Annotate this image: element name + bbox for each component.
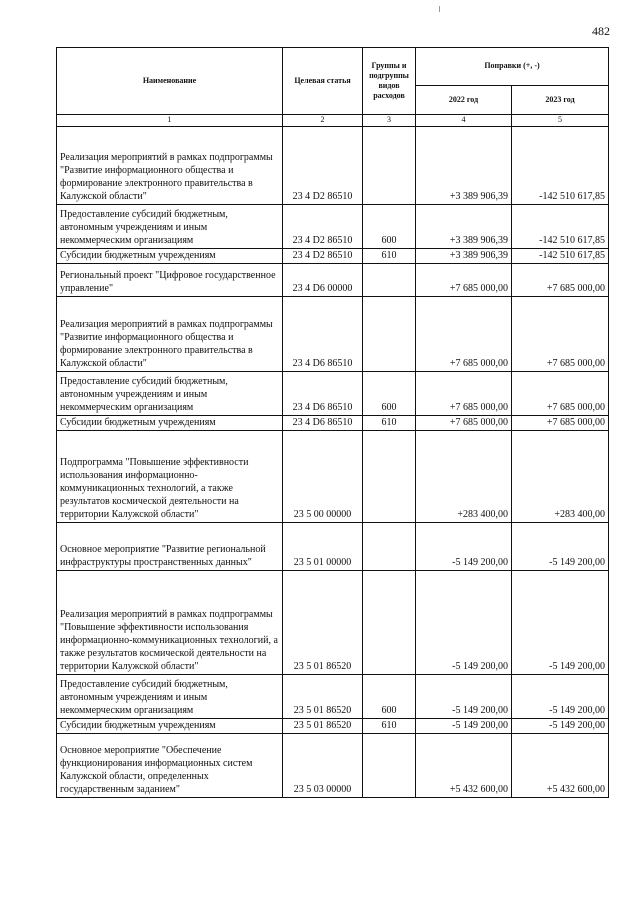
row-2023: -142 510 617,85 [512, 127, 609, 205]
table-row [57, 734, 609, 798]
budget-table [56, 47, 609, 798]
table-row [57, 523, 609, 571]
table-row [57, 431, 609, 523]
column-number: 3 [363, 115, 416, 127]
row-2022: -5 149 200,00 [416, 675, 512, 719]
row-2022: +5 432 600,00 [416, 734, 512, 798]
table-row [57, 264, 609, 297]
table-row [57, 249, 609, 264]
row-code: 23 5 01 00000 [283, 523, 363, 571]
header-amendments: Поправки (+, -) [416, 48, 609, 86]
row-group [363, 431, 416, 523]
row-2022: -5 149 200,00 [416, 719, 512, 734]
row-code: 23 5 01 86520 [283, 719, 363, 734]
row-2023: +7 685 000,00 [512, 372, 609, 416]
row-code: 23 4 D6 00000 [283, 264, 363, 297]
row-name: Основное мероприятие "Развитие региональной инфраструктуры пространственных данных" [57, 523, 283, 571]
row-name: Региональный проект "Цифровое государственное управление" [57, 264, 283, 297]
table-row [57, 127, 609, 205]
row-code: 23 4 D6 86510 [283, 372, 363, 416]
scan-mark [439, 6, 440, 12]
header-groups: Группы и подгруппы видов расходов [363, 48, 416, 115]
row-2022: -5 149 200,00 [416, 523, 512, 571]
row-code: 23 4 D2 86510 [283, 249, 363, 264]
row-2023: -142 510 617,85 [512, 205, 609, 249]
row-group: 610 [363, 249, 416, 264]
row-name: Предоставление субсидий бюджетным, автономным учреждениям и иным некоммерческим организациям [57, 205, 283, 249]
table-row [57, 675, 609, 719]
row-2022: -5 149 200,00 [416, 571, 512, 675]
row-code: 23 5 03 00000 [283, 734, 363, 798]
header-target: Целевая статья [283, 48, 363, 115]
row-2023: -5 149 200,00 [512, 675, 609, 719]
column-number: 5 [512, 115, 609, 127]
row-group: 610 [363, 719, 416, 734]
row-code: 23 4 D6 86510 [283, 416, 363, 431]
row-2022: +7 685 000,00 [416, 297, 512, 372]
row-code: 23 4 D2 86510 [283, 127, 363, 205]
header-name: Наименование [57, 48, 283, 115]
row-group: 600 [363, 675, 416, 719]
row-group [363, 734, 416, 798]
column-numbers-row [57, 115, 609, 127]
row-name: Предоставление субсидий бюджетным, автономным учреждениям и иным некоммерческим организациям [57, 675, 283, 719]
row-2022: +3 389 906,39 [416, 205, 512, 249]
table-row [57, 372, 609, 416]
row-group [363, 523, 416, 571]
row-2022: +7 685 000,00 [416, 372, 512, 416]
row-2023: -5 149 200,00 [512, 571, 609, 675]
header-year-2023: 2023 год [512, 86, 609, 115]
row-name: Реализация мероприятий в рамках подпрограммы "Развитие информационного общества и формирование электронного правительства в Калужской области" [57, 127, 283, 205]
row-2023: +7 685 000,00 [512, 264, 609, 297]
table-row [57, 719, 609, 734]
row-2022: +7 685 000,00 [416, 264, 512, 297]
row-code: 23 4 D6 86510 [283, 297, 363, 372]
row-name: Реализация мероприятий в рамках подпрограммы "Развитие информационного общества и формирование электронного правительства в Калужской области" [57, 297, 283, 372]
row-2022: +7 685 000,00 [416, 416, 512, 431]
row-name: Подпрограмма "Повышение эффективности использования информационно-коммуникационных технологий, а также результатов космической деятельности на территории Калужской области" [57, 431, 283, 523]
row-name: Субсидии бюджетным учреждениям [57, 719, 283, 734]
row-name: Субсидии бюджетным учреждениям [57, 249, 283, 264]
page-number: 482 [592, 24, 610, 38]
column-number: 1 [57, 115, 283, 127]
row-2023: -5 149 200,00 [512, 523, 609, 571]
row-2022: +283 400,00 [416, 431, 512, 523]
row-name: Реализация мероприятий в рамках подпрограммы "Повышение эффективности использования информационно-коммуникационных технологий, а также результатов космической деятельности на территории Калужской области" [57, 571, 283, 675]
row-2023: +7 685 000,00 [512, 416, 609, 431]
row-2023: -142 510 617,85 [512, 249, 609, 264]
table-row [57, 416, 609, 431]
row-code: 23 5 00 00000 [283, 431, 363, 523]
row-group [363, 127, 416, 205]
row-group [363, 297, 416, 372]
column-number: 2 [283, 115, 363, 127]
column-number: 4 [416, 115, 512, 127]
row-name: Предоставление субсидий бюджетным, автономным учреждениям и иным некоммерческим организациям [57, 372, 283, 416]
row-code: 23 5 01 86520 [283, 571, 363, 675]
row-2023: +5 432 600,00 [512, 734, 609, 798]
row-name: Субсидии бюджетным учреждениям [57, 416, 283, 431]
row-group [363, 264, 416, 297]
table-row [57, 571, 609, 675]
row-2023: -5 149 200,00 [512, 719, 609, 734]
header-year-2022: 2022 год [416, 86, 512, 115]
table-row [57, 297, 609, 372]
row-group: 600 [363, 205, 416, 249]
row-group [363, 571, 416, 675]
table-row [57, 205, 609, 249]
row-name: Основное мероприятие "Обеспечение функционирования информационных систем Калужской области, определенных государственным заданием" [57, 734, 283, 798]
row-2023: +7 685 000,00 [512, 297, 609, 372]
row-2022: +3 389 906,39 [416, 127, 512, 205]
row-2023: +283 400,00 [512, 431, 609, 523]
row-code: 23 5 01 86520 [283, 675, 363, 719]
row-2022: +3 389 906,39 [416, 249, 512, 264]
row-group: 600 [363, 372, 416, 416]
row-code: 23 4 D2 86510 [283, 205, 363, 249]
row-group: 610 [363, 416, 416, 431]
